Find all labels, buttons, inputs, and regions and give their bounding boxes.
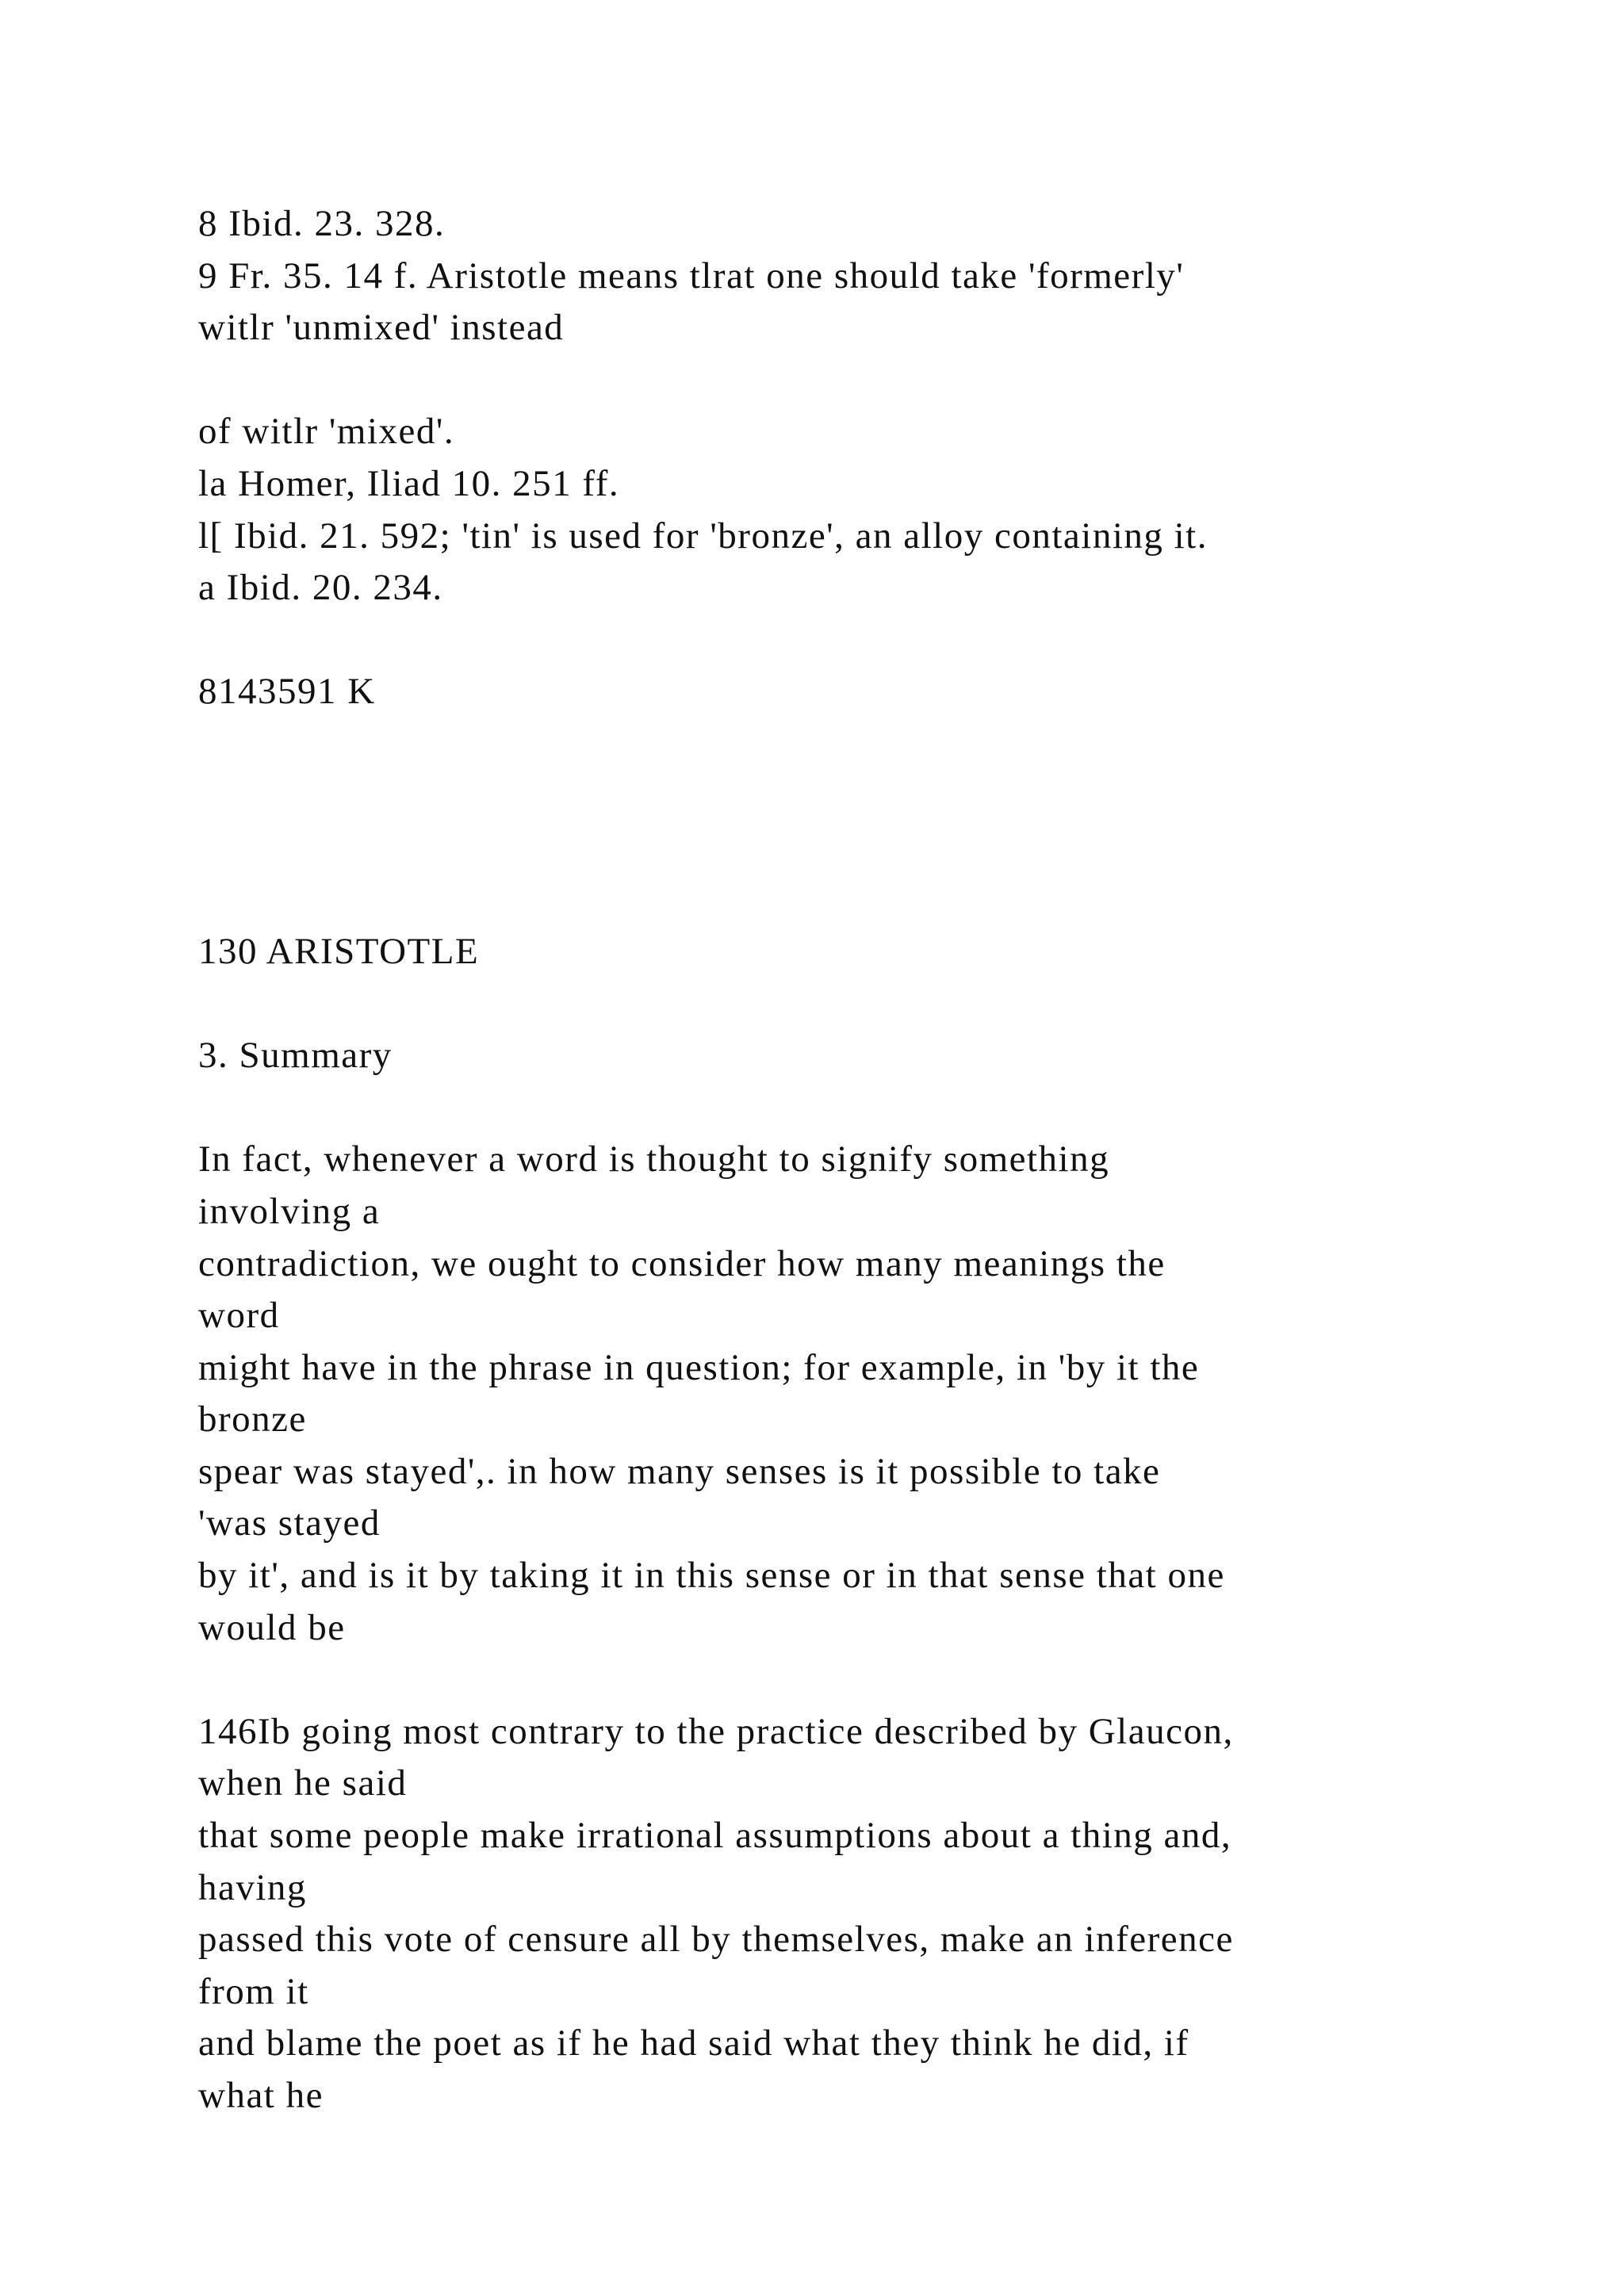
text-line: by it', and is it by taking it in this sense or in that sense that one (198, 1555, 1225, 1597)
document-page (198, 198, 1546, 2122)
text-line: might have in the phrase in question; for example, in 'by it the (198, 1346, 1200, 1388)
text-line: 146Ib going most contrary to the practice described by Glaucon, (198, 1710, 1234, 1752)
footnote-line: witlr 'unmixed' instead (198, 307, 565, 349)
text-line: having (198, 1866, 307, 1908)
text-line: bronze (198, 1399, 307, 1441)
page-break-space (198, 718, 1546, 926)
footnote-line: 9 Fr. 35. 14 f. Aristotle means tlrat one should take 'formerly' (198, 254, 1185, 297)
text-line: that some people make irrational assumptions about a thing and, (198, 1815, 1232, 1857)
text-line: from it (198, 1970, 309, 2012)
text-line: contradiction, we ought to consider how many meanings the (198, 1242, 1166, 1284)
footnote-line: of witlr 'mixed'. (198, 411, 455, 453)
text-line: and blame the poet as if he had said what they think he did, if (198, 2022, 1189, 2064)
footnote-line: l[ Ibid. 21. 592; 'tin' is used for 'bronze', an alloy containing it. (198, 515, 1208, 557)
text-line: would be (198, 1606, 346, 1648)
blank-line (198, 1082, 1546, 1135)
section-heading: 3. Summary (198, 1035, 393, 1077)
blank-line (198, 614, 1546, 667)
text-line: what he (198, 2075, 324, 2116)
blank-line (198, 354, 1546, 407)
footnote-line: la Homer, Iliad 10. 251 ff. (198, 462, 620, 504)
footnote-line: 8 Ibid. 23. 328. (198, 203, 446, 244)
text-line: 'was stayed (198, 1502, 381, 1544)
text-line: involving a (198, 1190, 381, 1232)
footnote-line: a Ibid. 20. 234. (198, 567, 443, 609)
running-head: 130 ARISTOTLE (198, 930, 480, 972)
text-line: when he said (198, 1762, 408, 1804)
text-line: word (198, 1295, 280, 1337)
text-line: In fact, whenever a word is thought to signify something (198, 1138, 1110, 1181)
blank-line (198, 978, 1546, 1031)
signature-mark: 8143591 K (198, 671, 376, 713)
paragraph-1 (198, 1134, 1546, 1654)
blank-line (198, 1654, 1546, 1706)
footnotes (198, 198, 1546, 614)
paragraph-2 (198, 1706, 1546, 2122)
text-line: spear was stayed',. in how many senses is it possible to take (198, 1450, 1161, 1492)
text-line: passed this vote of censure all by themselves, make an inference (198, 1919, 1234, 1961)
